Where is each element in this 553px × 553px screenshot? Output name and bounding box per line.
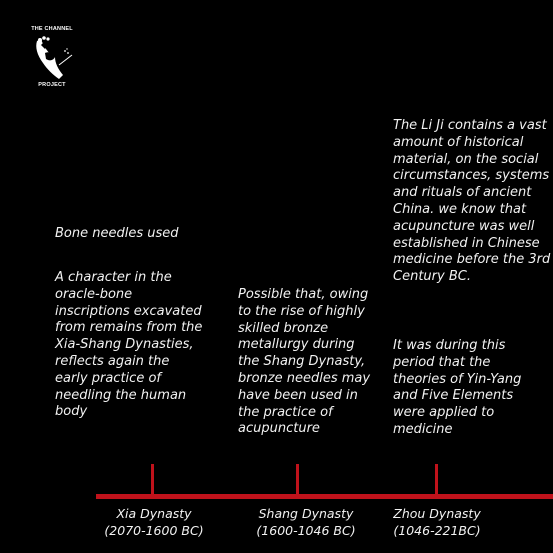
timeline-tick-shang (296, 464, 299, 495)
era-label-xia (94, 506, 214, 539)
zhou-note-li-ji: The Li Ji contains a vast amount of historical material, on the social circumstances, systems and rituals of ancient China. we know that acupuncture was well established in Chinese medicine before the 3rd Century BC. (393, 118, 551, 285)
era-name: Xia Dynasty (116, 506, 192, 521)
era-name: Shang Dynasty (258, 506, 354, 521)
timeline-tick-xia (151, 464, 154, 495)
timeline-axis (96, 494, 553, 499)
zhou-note-yin-yang: It was during this period that the theories of Yin-Yang and Five Elements were applied to medicine (393, 338, 522, 437)
xia-note-bone-needles: Bone needles used (55, 226, 179, 241)
hands-and-needle-icon (33, 35, 73, 81)
era-dates: (1600-1046 BC) (256, 522, 356, 538)
logo-bottom-text: PROJECT (38, 82, 66, 88)
era-label-zhou (377, 506, 497, 539)
era-name: Zhou Dynasty (393, 506, 481, 521)
era-dates: (2070-1600 BC) (104, 522, 204, 538)
era-label-shang (246, 506, 366, 539)
shang-note-bronze-needles: Possible that, owing to the rise of highly skilled bronze metallurgy during the Shang Dynasty, bronze needles may have been used in the practice of acupuncture (238, 287, 371, 437)
logo-top-text: THE CHANNEL (31, 26, 73, 32)
timeline-tick-zhou (435, 464, 438, 495)
xia-note-oracle-bone: A character in the oracle-bone inscriptions excavated from remains from the Xia-Shang Dynasties, reflects again the early practice of needling the human body (55, 270, 203, 420)
channel-project-logo (27, 26, 77, 92)
era-dates: (1046-221BC) (393, 522, 481, 538)
